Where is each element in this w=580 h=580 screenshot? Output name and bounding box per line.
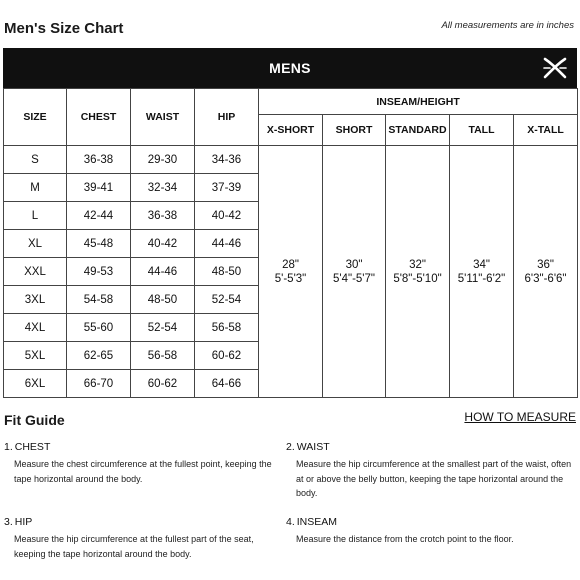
inseam-value: 28"	[282, 258, 299, 271]
col-header-hip: HIP	[195, 89, 259, 146]
waist-cell: 48-50	[131, 286, 195, 314]
waist-cell: 32-34	[131, 174, 195, 202]
hip-cell: 56-58	[195, 314, 259, 342]
height-value: 5'-5'3"	[274, 272, 307, 285]
guide-number: 4.	[286, 516, 295, 528]
inseam-tall-cell	[450, 146, 514, 398]
waist-cell: 29-30	[131, 146, 195, 174]
guide-waist	[286, 441, 576, 501]
x-logo-icon	[541, 54, 569, 82]
hip-cell: 52-54	[195, 286, 259, 314]
col-header-chest: CHEST	[67, 89, 131, 146]
guide-number: 2.	[286, 441, 295, 453]
mens-banner	[3, 48, 577, 88]
waist-cell: 56-58	[131, 342, 195, 370]
col-header-x-short: X-SHORT	[259, 115, 323, 146]
chest-cell: 66-70	[67, 370, 131, 398]
inseam-short-cell	[323, 146, 386, 398]
hip-cell: 48-50	[195, 258, 259, 286]
size-cell: XL	[4, 230, 67, 258]
waist-cell: 44-46	[131, 258, 195, 286]
chest-cell: 39-41	[67, 174, 131, 202]
col-header-short: SHORT	[323, 115, 386, 146]
size-chart-table	[3, 88, 578, 398]
inseam-value: 34"	[473, 258, 490, 271]
guide-hip	[4, 516, 274, 561]
waist-cell: 60-62	[131, 370, 195, 398]
col-header-tall: TALL	[450, 115, 514, 146]
hip-cell: 60-62	[195, 342, 259, 370]
height-value: 5'8"-5'10"	[393, 272, 442, 285]
page-title: Men's Size Chart	[4, 20, 124, 37]
how-to-measure-link[interactable]: HOW TO MEASURE	[464, 410, 576, 424]
inseam-standard-cell	[386, 146, 450, 398]
chest-cell: 62-65	[67, 342, 131, 370]
waist-cell: 52-54	[131, 314, 195, 342]
col-header-size: SIZE	[4, 89, 67, 146]
guide-label: CHEST	[14, 441, 51, 453]
col-header-inseam-height: INSEAM/HEIGHT	[259, 89, 578, 115]
measurement-note: All measurements are in inches	[441, 20, 574, 31]
chest-cell: 49-53	[67, 258, 131, 286]
inseam-value: 36"	[537, 258, 554, 271]
height-value: 6'3"-6'6"	[524, 272, 567, 285]
chest-cell: 36-38	[67, 146, 131, 174]
guide-label: HIP	[14, 516, 33, 528]
fit-guide-title: Fit Guide	[4, 412, 65, 428]
inseam-x-short-cell	[259, 146, 323, 398]
hip-cell: 37-39	[195, 174, 259, 202]
hip-cell: 34-36	[195, 146, 259, 174]
height-value: 5'11"-6'2"	[457, 272, 506, 285]
col-header-standard: STANDARD	[386, 115, 450, 146]
height-value: 5'4"-5'7"	[333, 272, 375, 285]
size-cell: M	[4, 174, 67, 202]
size-cell: 5XL	[4, 342, 67, 370]
size-cell: 3XL	[4, 286, 67, 314]
guide-heading	[286, 441, 576, 453]
waist-cell: 40-42	[131, 230, 195, 258]
size-cell: 4XL	[4, 314, 67, 342]
chest-cell: 42-44	[67, 202, 131, 230]
size-cell: XXL	[4, 258, 67, 286]
guide-text: Measure the chest circumference at the fullest point, keeping the tape horizontal around the body.	[14, 459, 272, 484]
col-header-waist: WAIST	[131, 89, 195, 146]
chest-cell: 55-60	[67, 314, 131, 342]
size-cell: S	[4, 146, 67, 174]
guide-heading	[4, 516, 274, 528]
size-cell: 6XL	[4, 370, 67, 398]
guide-number: 3.	[4, 516, 13, 528]
inseam-value: 30"	[345, 258, 363, 271]
guide-text: Measure the hip circumference at the fullest part of the seat, keeping the tape horizontal around the body.	[14, 534, 254, 559]
chest-cell: 45-48	[67, 230, 131, 258]
guide-text: Measure the hip circumference at the smallest part of the waist, often at or above the belly button, keeping the tape horizontal around the body.	[296, 459, 572, 498]
hip-cell: 40-42	[195, 202, 259, 230]
guide-heading	[286, 516, 576, 528]
waist-cell: 36-38	[131, 202, 195, 230]
guide-heading	[4, 441, 274, 453]
inseam-x-tall-cell	[514, 146, 578, 398]
guide-number: 1.	[4, 441, 13, 453]
size-cell: L	[4, 202, 67, 230]
guide-label: WAIST	[296, 441, 330, 453]
hip-cell: 64-66	[195, 370, 259, 398]
guide-text: Measure the distance from the crotch point to the floor.	[296, 534, 514, 544]
hip-cell: 44-46	[195, 230, 259, 258]
guide-label: INSEAM	[296, 516, 338, 528]
table-row	[4, 146, 578, 174]
col-header-x-tall: X-TALL	[514, 115, 578, 146]
guide-chest	[4, 441, 274, 486]
chest-cell: 54-58	[67, 286, 131, 314]
banner-title: MENS	[269, 60, 311, 76]
inseam-value: 32"	[409, 258, 426, 271]
guide-inseam	[286, 516, 576, 547]
